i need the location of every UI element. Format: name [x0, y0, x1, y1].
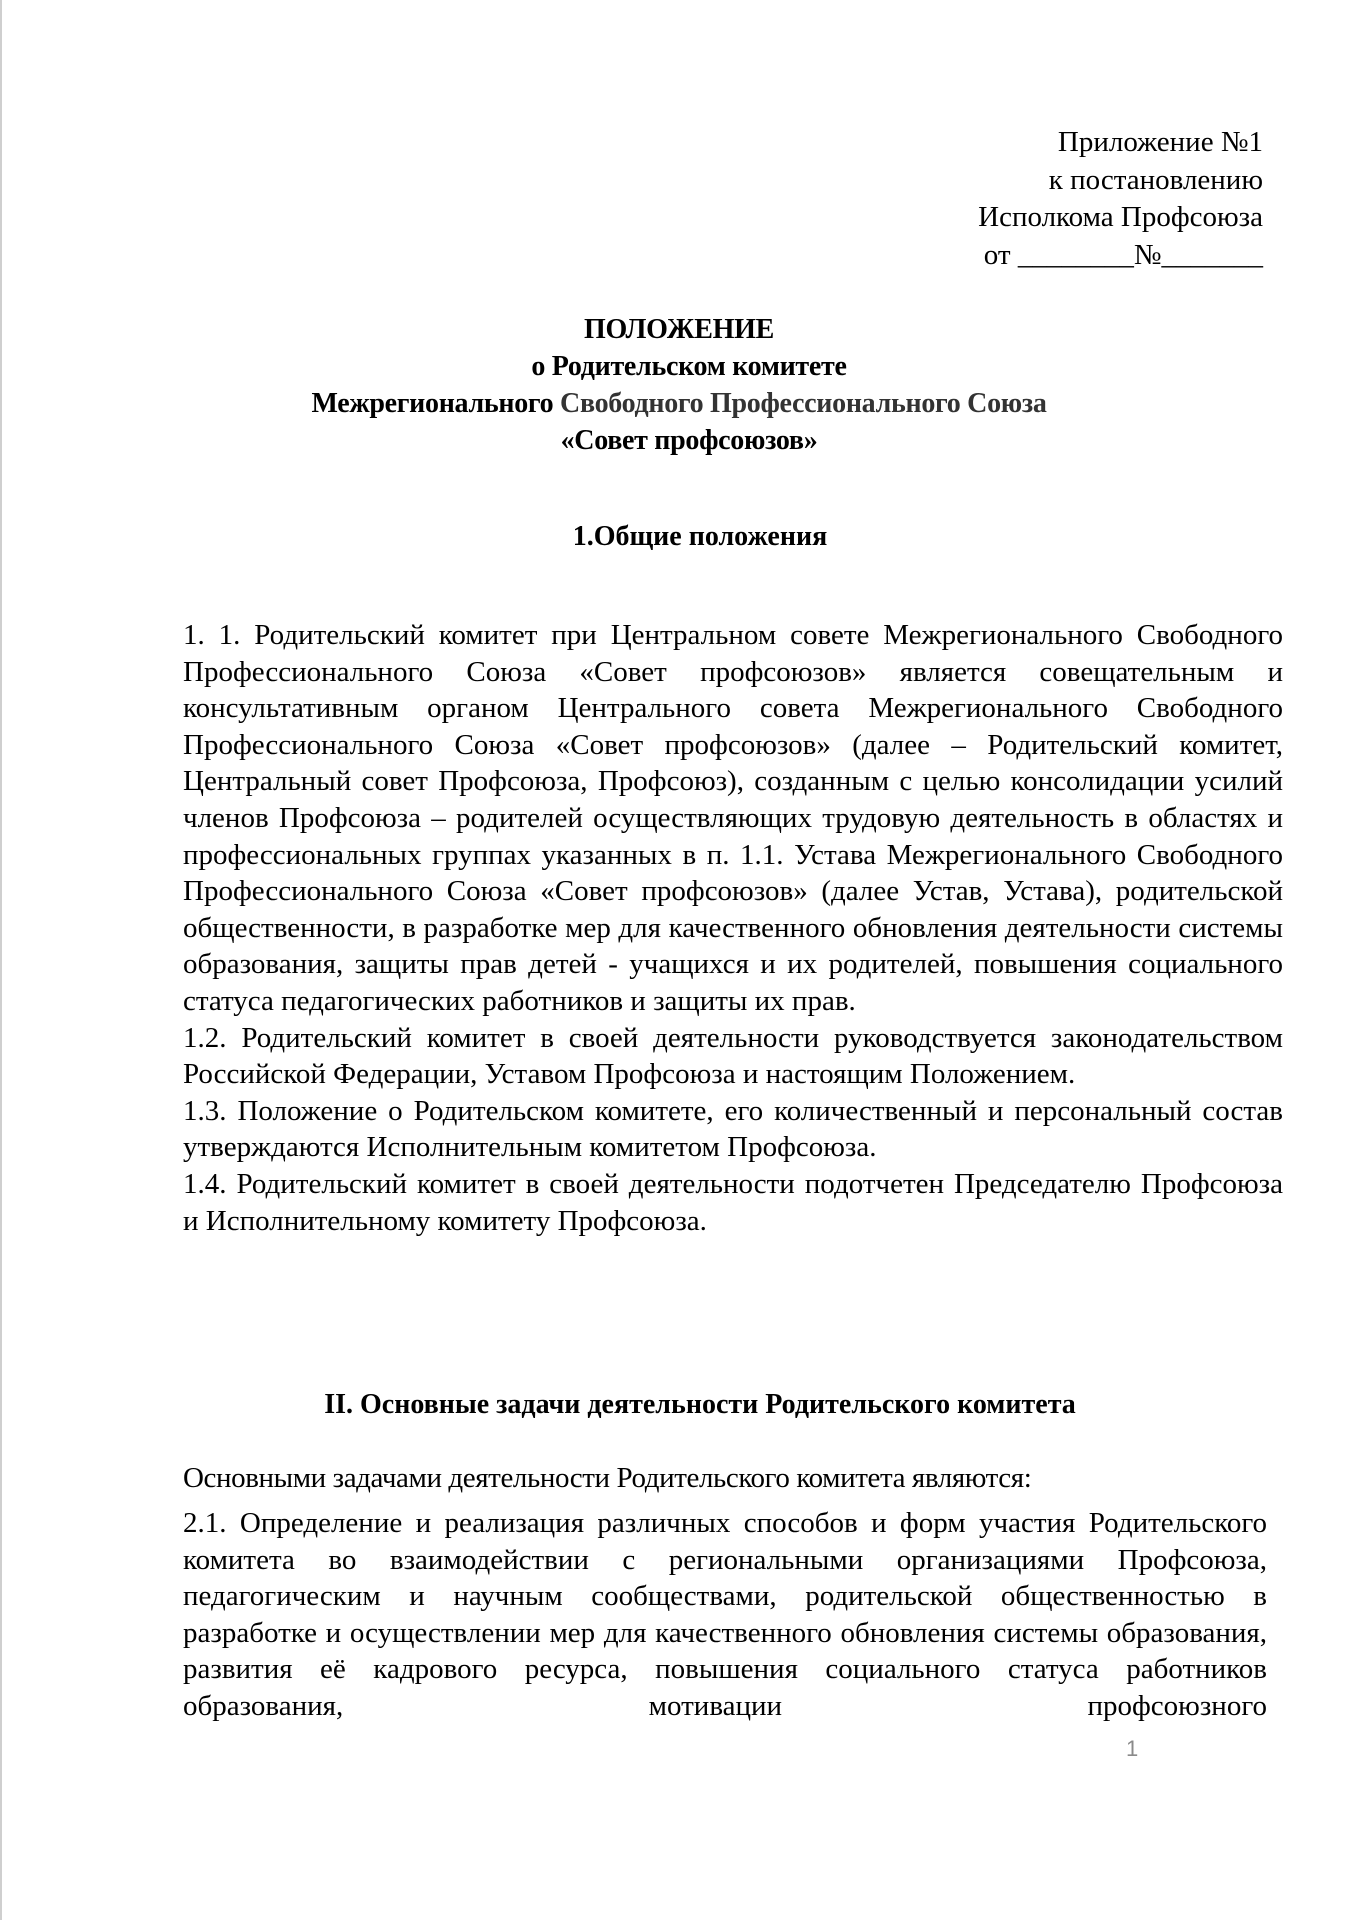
- appendix-header: [763, 124, 1263, 274]
- appendix-reference: к постановлению: [1048, 163, 1263, 196]
- paragraph-1-3: 1.3. Положение о Родительском комитете, его количественный и персональный состав утверждаются Исполнительным комитетом Профсоюза.: [183, 1094, 1283, 1164]
- title-line-3-part-1: Межрегионального: [311, 388, 554, 419]
- section-2-heading: II. Основные задачи деятельности Родительского комитета: [324, 1389, 1076, 1420]
- paragraph-1-1: 1. 1. Родительский комитет при Центральном совете Межрегионального Свободного Профессионального Союза «Совет профсоюзов» является совещательным и консультативным органом Центрального совета Межрегионального Свободного Профессионального Союза «Совет профсоюзов» (далее – Родительский комитет, Центральный совет Профсоюза, Профсоюз), созданным с целью консолидации усилий членов Профсоюза – родителей осуществляющих трудовую деятельность в областях и профессиональных группах указанных в п. 1.1. Устава Межрегионального Свободного Профессионального Союза «Совет профсоюзов» (далее Устав, Устава), родительской общественности, в разработке мер для качественного обновления деятельности системы образования, защиты прав детей - учащихся и их родителей, повышения социального статуса педагогических работников и защиты их прав.: [183, 619, 1283, 1017]
- section-2-body: [183, 1505, 1267, 1725]
- section-2-intro: Основными задачами деятельности Родительского комитета являются:: [183, 1462, 1032, 1494]
- title-line-1: ПОЛОЖЕНИЕ: [583, 314, 774, 345]
- paragraph-1-4: 1.4. Родительский комитет в своей деятельности подотчетен Председателю Профсоюза и Исполнительному комитету Профсоюза.: [183, 1167, 1283, 1237]
- section-1-body: [183, 617, 1283, 1239]
- document-title: [0, 311, 1358, 459]
- title-line-3: [0, 385, 1358, 422]
- paragraph-1-2: 1.2. Родительский комитет в своей деятельности руководствуется законодательством Российской Федерации, Уставом Профсоюза и настоящим Положением.: [183, 1021, 1283, 1091]
- paragraph-2-1: 2.1. Определение и реализация различных способов и форм участия Родительского комитета во взаимодействии с региональными организациями Профсоюза, педагогическим и научным сообществами, родительской общественностью в разработке и осуществлении мер для качественного обновления системы образования, развития её кадрового ресурса, повышения социального статуса работников образования, мотивации профсоюзного: [183, 1507, 1267, 1722]
- appendix-issuer: Исполкома Профсоюза: [978, 201, 1263, 233]
- title-line-4: «Совет профсоюзов»: [560, 425, 818, 456]
- appendix-date-number: от ________№_______: [983, 238, 1263, 271]
- appendix-number: Приложение №1: [1057, 126, 1263, 158]
- section-1-heading: 1.Общие положения: [572, 521, 828, 552]
- title-line-3-part-2: Свободного Профессионального Союза: [553, 388, 1047, 419]
- page-number: 1: [1126, 1736, 1139, 1761]
- title-line-2: о Родительском комитете: [531, 351, 847, 382]
